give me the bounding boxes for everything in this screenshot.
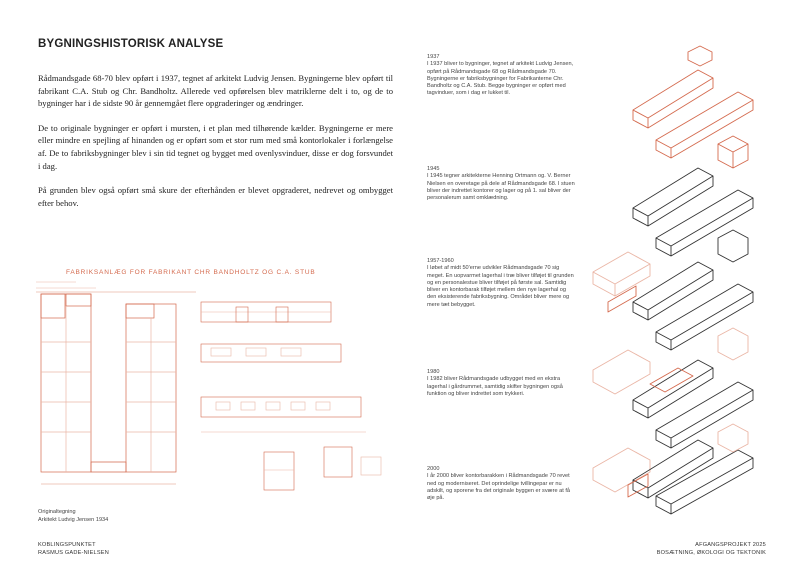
axo-1957 (593, 230, 753, 350)
footer-subtitle: BOSÆTNING, ØKOLOGI OG TEKTONIK (656, 550, 766, 556)
timeline-year: 2000 (427, 466, 440, 472)
page-title: BYGNINGSHISTORISK ANALYSE (38, 38, 224, 50)
footer-author: RASMUS GADE-NIELSEN (38, 550, 109, 556)
timeline-entry-1980 (427, 369, 575, 398)
paragraph-2: De to originale bygninger er opført i mursten, i et plan med tilhørende kælder. Bygningerne er mere eller mindre en spejling af hinanden og er opført som et stor rum med små kontorlokaler i forlængelse af. De to fabriksbygninger blev i sin tid tegnet og bygget med ovenlysvinduer, disse er dog forsvundet i dag. (38, 122, 393, 171)
timeline-text: I 1982 bliver Rådmandsgade udbygget med en ekstra lagerhal i gårdrummet, samtidig skifter bygningen også funktion og bliver indrettet som trykkeri. (427, 376, 563, 397)
timeline-year: 1980 (427, 369, 440, 375)
timeline-text: I 1937 bliver to bygninger, tegnet af arkitekt Ludvig Jensen, opført på Rådmandsgade 68 og Rådmandsgade 70. Bygningerne er fabriksbygninger for Fabrikanterne Chr. Bandholtz og C.A. Stub. Begge bygninger er opført med tagvinduer, som i dag er lukket til. (427, 61, 574, 97)
footer-project-name: KOBLINGSPUNKTET (38, 542, 96, 548)
caption-line-1: Originaltegning (38, 509, 76, 515)
original-drawing (36, 262, 388, 507)
footer-course: AFGANGSPROJEKT 2025 (695, 542, 766, 548)
axo-1945 (633, 136, 753, 256)
footer-right (657, 541, 766, 557)
floor-plan (36, 292, 196, 484)
timeline-year: 1957-1960 (427, 258, 454, 264)
footer-left (38, 541, 109, 557)
timeline-text: I 1945 tegner arkitekterne Henning Ortmann og. V. Berner Nielsen en overetage på dele af Rådmandsgade 68. I stuen bliver der indrettet kontorer og lager og på 1. sal bliver der personalerum samt omklædning. (427, 173, 575, 202)
paragraph-1: Rådmandsgade 68-70 blev opført i 1937, tegnet af arkitekt Ludvig Jensen. Bygningerne blev opført til fabrikant C.A. Stub og Chr. Bandholtz. Allerede ved opførelsen blev matriklerne delt i to, og de to bygninger har i de sidste 90 år gennemgået flere opgraderinger og ændringer. (38, 73, 393, 109)
axo-1980 (593, 328, 753, 448)
axo-1937 (633, 46, 753, 158)
detail-plans (264, 447, 381, 490)
timeline-year: 1937 (427, 54, 440, 60)
drawing-caption (38, 508, 108, 524)
axo-2000 (593, 424, 753, 514)
timeline-year: 1945 (427, 166, 440, 172)
body-text (38, 72, 393, 221)
caption-line-2: Arkitekt Ludvig Jensen 1934 (38, 517, 109, 523)
paragraph-3: På grunden blev også opført små skure der efterhånden er blevet opgraderet, nedrevet og ombygget efter behov. (38, 185, 393, 208)
axonometric-diagrams (588, 40, 778, 518)
timeline-entry-2000 (427, 466, 575, 502)
timeline-entry-1937 (427, 54, 575, 98)
timeline-entry-1945 (427, 166, 575, 202)
drawing-heading: FABRIKSANLÆG FOR FABRIKANT CHR BANDHOLTZ OG C.A. STUB (66, 269, 316, 276)
timeline-entry-1957-1960 (427, 258, 575, 309)
timeline-text: I løbet af midt 50'erne udvikler Rådmandsgade 70 sig meget. En uopvarmet lagerhal i træ bliver tilføjet til grunden og en personalestue bliver tilføjet på første sal. Samtidig bliver en kontorbarak tilføjet mellem den nye lagerhal og den eksisterende fabriksbygning. Området bliver mere og mere tæt bebygget. (427, 265, 574, 308)
timeline-text: I år 2000 bliver kontorbarakken i Rådmandsgade 70 revet ned og moderniseret. Det oprindelige tvillingepar er nu adskilt, og sporene fra det originale byggen er svære at få øje på. (427, 473, 571, 502)
elevations (201, 302, 366, 432)
